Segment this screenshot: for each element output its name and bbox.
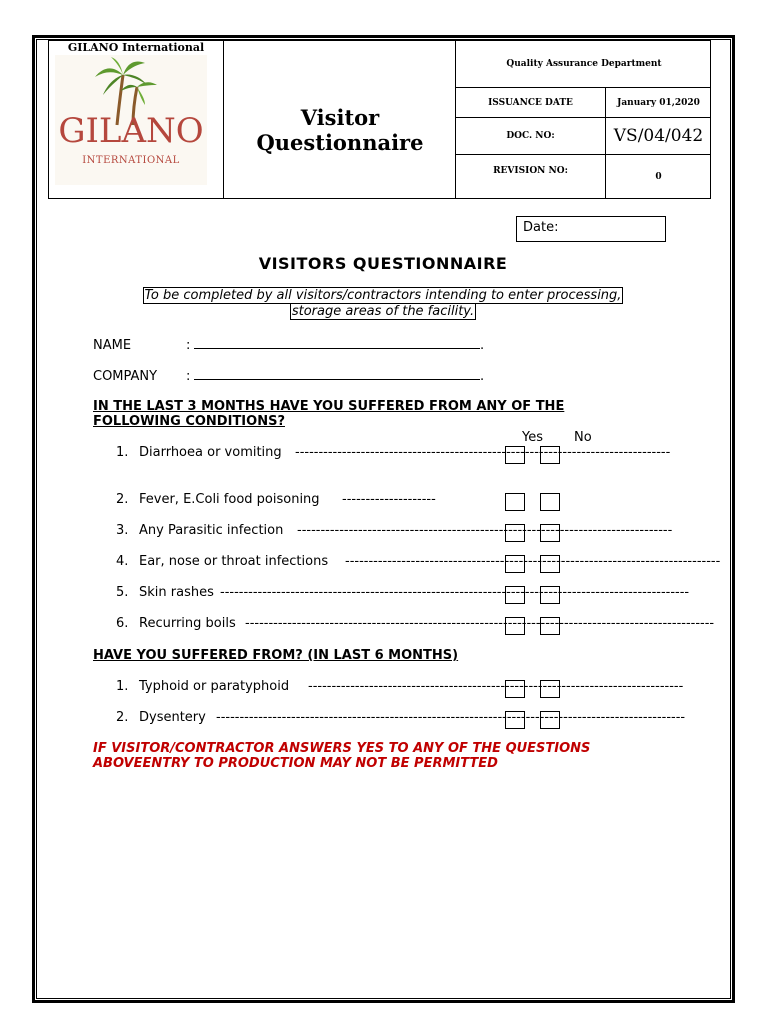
question-item — [116, 585, 214, 600]
no-checkbox[interactable] — [540, 680, 560, 698]
item-number: 6. — [116, 616, 129, 631]
field-end: . — [480, 369, 485, 384]
question-item — [116, 710, 206, 725]
instructions-line-1: To be completed by all visitors/contractors intending to enter processing, — [144, 288, 622, 303]
leader-dashes: -------------------------------------------------------------------------------- — [345, 554, 721, 569]
leader-dashes: -------------------- — [342, 492, 436, 507]
company-label: COMPANY — [93, 369, 158, 384]
item-text: Ear, nose or throat infections — [139, 554, 329, 569]
company-field[interactable] — [93, 368, 484, 384]
instructions-line-2: storage areas of the facility. — [291, 304, 475, 319]
item-text: Typhoid or paratyphoid — [139, 679, 290, 694]
question-item — [116, 554, 328, 569]
item-text: Skin rashes — [139, 585, 214, 600]
no-checkbox[interactable] — [540, 711, 560, 729]
leader-dashes: -------------------------------------------------------------------------------- — [308, 679, 684, 694]
question-item — [116, 523, 283, 538]
company-logo — [55, 55, 207, 185]
colon: : — [186, 369, 191, 384]
item-number: 1. — [116, 679, 129, 694]
leader-dashes: ---------------------------------------------------------------------------------------------------- — [245, 616, 715, 631]
item-text: Any Parasitic infection — [139, 523, 284, 538]
yes-checkbox[interactable] — [505, 711, 525, 729]
yes-checkbox[interactable] — [505, 617, 525, 635]
item-text: Fever, E.Coli food poisoning — [139, 492, 320, 507]
leader-dashes: ---------------------------------------------------------------------------------------------------- — [220, 585, 690, 600]
logo-subtext: INTERNATIONAL — [82, 155, 180, 166]
item-number: 5. — [116, 585, 129, 600]
document-title: Visitor Questionnaire — [256, 105, 424, 155]
yes-checkbox[interactable] — [505, 493, 525, 511]
date-label: Date: — [523, 220, 559, 235]
yes-checkbox[interactable] — [505, 680, 525, 698]
item-number: 2. — [116, 710, 129, 725]
date-field[interactable] — [516, 216, 666, 242]
colon: : — [186, 338, 191, 353]
no-checkbox[interactable] — [540, 493, 560, 511]
no-checkbox[interactable] — [540, 446, 560, 464]
company-name: GILANO International — [67, 41, 205, 54]
item-number: 3. — [116, 523, 129, 538]
section-1-heading-line-2: FOLLOWING CONDITIONS? — [93, 414, 285, 429]
issuance-date-label: ISSUANCE DATE — [488, 97, 573, 108]
form-title: VISITORS QUESTIONNAIRE — [258, 254, 508, 273]
question-item — [116, 679, 289, 694]
yes-checkbox[interactable] — [505, 555, 525, 573]
field-end: . — [480, 338, 485, 353]
item-number: 1. — [116, 445, 129, 460]
no-checkbox[interactable] — [540, 617, 560, 635]
leader-dashes: -------------------------------------------------------------------------------- — [297, 523, 673, 538]
yes-checkbox[interactable] — [505, 524, 525, 542]
warning-notice — [93, 741, 673, 771]
question-item — [116, 616, 236, 631]
item-number: 4. — [116, 554, 129, 569]
revision-no-label: REVISION NO: — [493, 166, 568, 176]
doc-no-label: DOC. NO: — [506, 131, 555, 141]
section-1-heading — [93, 399, 653, 429]
warning-line-2: ABOVEENTRY TO PRODUCTION MAY NOT BE PERMITTED — [93, 756, 498, 771]
doc-no-value: VS/04/042 — [613, 126, 704, 146]
revision-no-value: 0 — [655, 172, 662, 182]
question-item — [116, 445, 282, 460]
company-input-line[interactable] — [194, 368, 480, 380]
item-text: Diarrhoea or vomiting — [139, 445, 282, 460]
question-item — [116, 492, 320, 507]
section-2-heading: HAVE YOU SUFFERED FROM? (IN LAST 6 MONTHS) — [93, 648, 459, 663]
name-label: NAME — [93, 338, 132, 353]
warning-line-1: IF VISITOR/CONTRACTOR ANSWERS YES TO ANY OF THE QUESTIONS — [93, 741, 591, 756]
item-text: Recurring boils — [139, 616, 236, 631]
department-label: Quality Assurance Department — [506, 59, 662, 69]
yes-checkbox[interactable] — [505, 446, 525, 464]
name-input-line[interactable] — [194, 337, 480, 349]
name-field[interactable] — [93, 337, 484, 353]
no-checkbox[interactable] — [540, 524, 560, 542]
instructions — [48, 288, 718, 320]
issuance-date-value: January 01,2020 — [617, 97, 700, 108]
logo-wordmark: GILANO — [58, 111, 204, 151]
no-checkbox[interactable] — [540, 555, 560, 573]
no-column-label: No — [574, 430, 592, 445]
item-text: Dysentery — [139, 710, 206, 725]
section-1-heading-line-1: IN THE LAST 3 MONTHS HAVE YOU SUFFERED FROM ANY OF THE — [93, 399, 565, 414]
yes-column-label: Yes — [522, 430, 543, 445]
leader-dashes: ---------------------------------------------------------------------------------------------------- — [216, 710, 686, 725]
leader-dashes: -------------------------------------------------------------------------------- — [295, 445, 671, 460]
yes-checkbox[interactable] — [505, 586, 525, 604]
document-header-table — [48, 40, 711, 199]
no-checkbox[interactable] — [540, 586, 560, 604]
item-number: 2. — [116, 492, 129, 507]
